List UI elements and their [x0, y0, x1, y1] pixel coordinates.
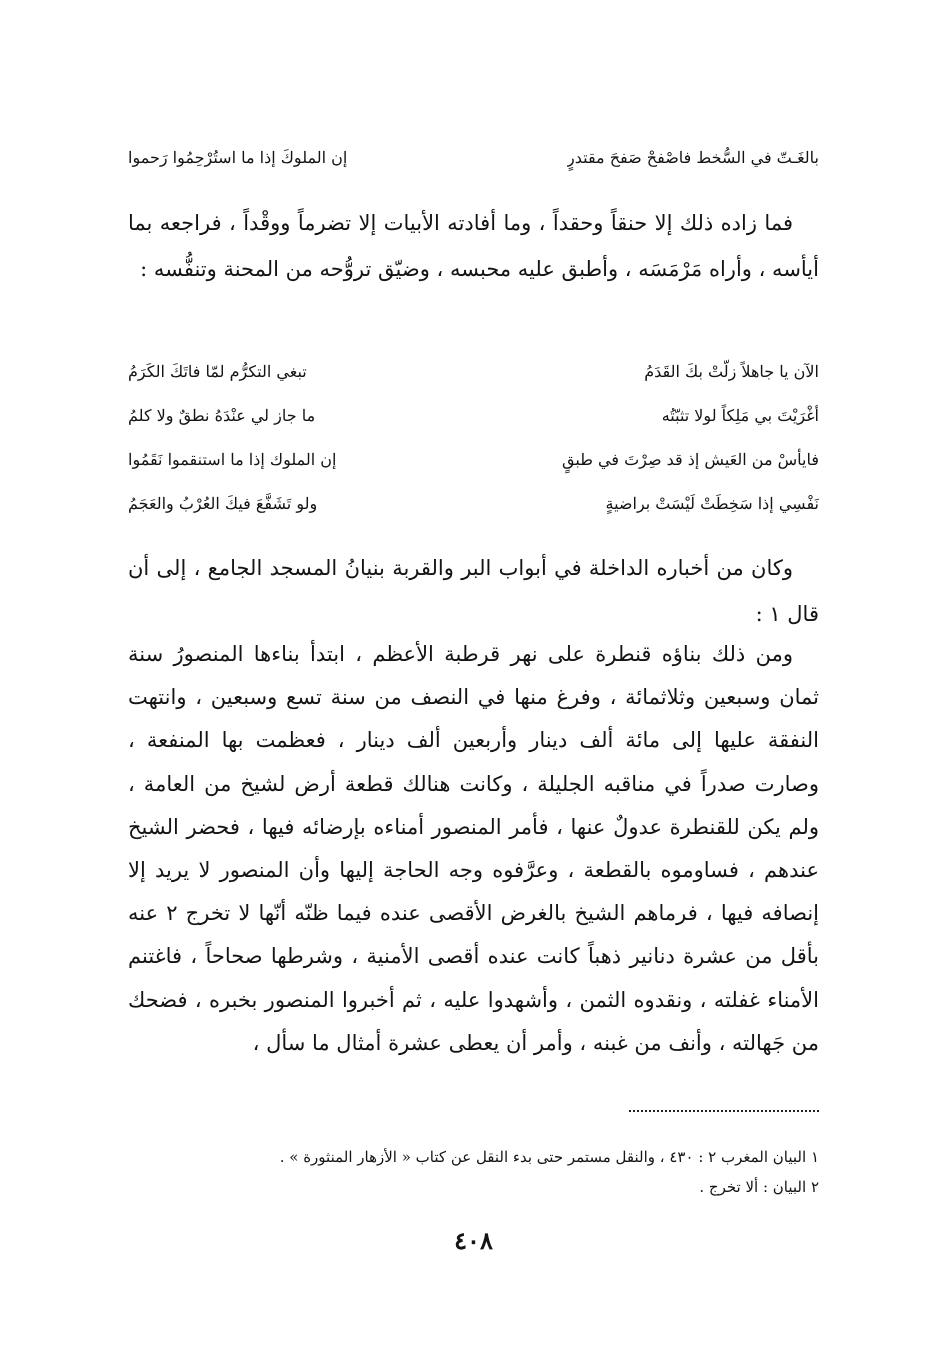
verse-hemistich-left: ما جاز لي عنْدَهُ نطقٌ ولا كلمُ: [128, 406, 316, 425]
verse-hemistich-left: إن الملوك إذا ما استنقموا نَقَمُوا: [128, 450, 337, 469]
paragraph-3: [128, 633, 819, 1065]
poem-verse: [128, 438, 819, 482]
verse-hemistich-left: إن الملوكَ إذا ما استُرْحِمُوا رَحموا: [128, 148, 348, 167]
footnote-separator: [629, 1110, 819, 1112]
paragraph-1: [128, 200, 819, 292]
paragraph-2: [128, 545, 819, 637]
paragraph-3-text: ومن ذلك بناؤه قنطرة على نهر قرطبة الأعظم ، ابتدأ بناءها المنصورُ سنة ثمان وسبعين وثلاثمائة ، وفرغ منها في النصف من سنة تسع وسبعين ، وانتهت النفقة عليها إلى مائة ألف دينار وأربعين ألف دينار ، فعظمت بها المنفعة ، وصارت صدراً في مناقبه الجليلة ، وكانت هنالك قطعة أرض لشيخ من العامة ، ولم يكن للقنطرة عدولٌ عنها ، فأمر المنصور أمناءه بإرضائه فيها ، فحضر الشيخ عندهم ، فساوموه بالقطعة ، وعرَّفوه وجه الحاجة إليها وأن المنصور لا يريد إلا إنصافه فيها ، فرماهم الشيخ بالغرض الأقصى عنده فيما ظنّه أنّها لا تخرج ٢ عنه بأقل من عشرة دنانير ذهباً كانت عنده أقصى الأمنية ، وشرطها صحاحاً ، فاغتنم الأمناء غفلته ، ونقدوه الثمن ، وأشهدوا عليه ، ثم أخبروا المنصور بخبره ، فضحك من جَهالته ، وأنف من غبنه ، وأمر أن يعطى عشرة أمثال ما سأل ،: [128, 642, 819, 1055]
verse-hemistich-right: نَفْسِي إذا سَخِطَتْ لَيْسَتْ براضيةٍ: [605, 494, 819, 513]
footnotes: [128, 1142, 819, 1202]
verse-hemistich-left: ولو تَشَفَّعَ فيكَ العُرْبُ والعَجَمُ: [128, 494, 318, 513]
footnote-2: ٢ البيان : ألا تخرج .: [699, 1178, 819, 1196]
verse-hemistich-right: بالغَـتّ في السُّخط فاصْفحْ صَفحَ مقتدرٍ: [567, 148, 819, 167]
poem-verse: [128, 350, 819, 394]
verse-hemistich-right: الآن يا جاهلاً زلّتْ بكَ القَدَمُ: [644, 362, 819, 381]
poem: [128, 350, 819, 526]
verse-hemistich-left: تبغي التكرُّم لمّا فاتَكَ الكَرَمُ: [128, 362, 307, 381]
verse-hemistich-right: أغْرَيْتَ بي مَلِكاً لولا تثبّتُه: [661, 406, 819, 425]
poem-verse: [128, 394, 819, 438]
poem-verse: [128, 482, 819, 526]
paragraph-2-text: وكان من أخباره الداخلة في أبواب البر والقربة بنيانُ المسجد الجامع ، إلى أن قال ١ :: [128, 556, 819, 626]
paragraph-1-text: فما زاده ذلك إلا حنقاً وحقداً ، وما أفادته الأبيات إلا تضرماً ووقْداً ، فراجعه بما أيأسه ، وأراه مَرْمَسَه ، وأطبق عليه محبسه ، وضيّق تروُّحه من المحنة وتنفُّسه :: [128, 211, 819, 281]
footnote-1: ١ البيان المغرب ٢ : ٤٣٠ ، والنقل مستمر حتى بدء النقل عن كتاب « الأزهار المنثورة » .: [279, 1148, 819, 1166]
verse-hemistich-right: فايأسْ من العَيش إذ قد صِرْتَ في طبقٍ: [562, 450, 819, 469]
page-number: ٤٠٨: [454, 1226, 493, 1255]
top-verse: [128, 136, 819, 180]
